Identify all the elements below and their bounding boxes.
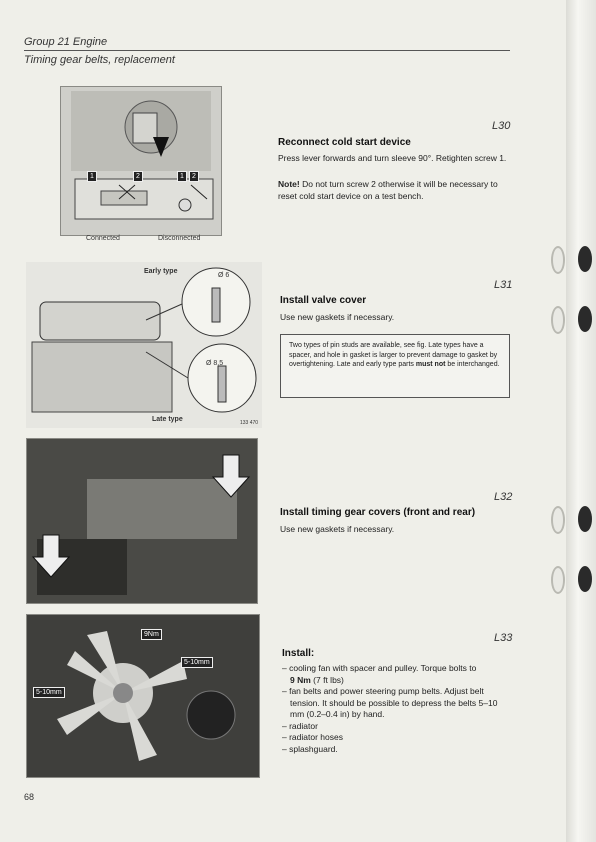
punch-hole [578,566,592,592]
page-number: 68 [24,792,35,802]
note-label: Note! [278,179,300,189]
punch-hole [578,246,592,272]
belt-tension-tag: 5-10mm [33,687,65,698]
note-tail: be interchanged. [447,361,500,368]
label-late-type: Late type [152,416,183,423]
step-ref-l30: L30 [492,120,511,132]
list-item: – radiator hoses [282,732,343,742]
timing-gear-covers-photo [26,438,258,604]
list-item: – fan belts and power steering pump belts. Adjust belt tension. It should be possible to depress the belts 5–10 mm (0.2–0.4 in) by hand. [282,686,498,719]
step-heading-l30: Reconnect cold start device [278,137,411,148]
callout-2: 2 [133,171,143,182]
step-body-l30: Press lever forwards and turn sleeve 90°. Retighten screw 1. [278,153,507,163]
pin-studs-note [280,334,510,398]
note-emphasis: must not [415,361,446,368]
note-text: Two types of pin studs are available, see fig. Late types have a spacer, and hole in gasket is larger to prevent damage to gasket by overtightening. Late and early type parts [289,342,498,368]
callout-1: 1 [87,171,97,182]
valve-cover-figure [26,262,262,428]
header-rule [24,50,510,51]
callout-1: 1 [177,171,187,182]
callout-2: 2 [189,171,199,182]
engine-photo-illustration [27,439,257,603]
section-title: Timing gear belts, replacement [24,54,175,66]
step-body-l31: Use new gaskets if necessary. [280,312,395,322]
step-body-l32: Use new gaskets if necessary. [280,524,395,534]
list-item: – radiator [282,720,318,731]
punch-hole-shadow [551,566,565,594]
list-item: – splashguard. [282,743,338,754]
step-ref-l32: L32 [494,491,513,503]
step-heading-l31: Install valve cover [280,295,367,306]
belt-tension-tag: 5-10mm [181,657,213,668]
cold-start-device-figure [60,86,222,236]
step-heading-l33: Install: [282,648,315,659]
punch-hole-shadow [551,306,565,334]
step-note-l30 [278,178,510,202]
torque-tag: 9Nm [141,629,162,640]
label-dia-6: Ø 6 [218,272,230,279]
figure-code: 133 470 [240,420,259,426]
caption-connected: Connected [86,235,120,242]
punch-hole-shadow [551,246,565,274]
section-group: Group 21 Engine [24,36,108,48]
cooling-fan-photo [26,614,260,778]
binder-edge [566,0,596,842]
label-dia-8-5: Ø 8,5 [206,360,224,367]
punch-hole [578,306,592,332]
cold-start-illustration [61,87,221,235]
caption-disconnected: Disconnected [158,235,201,242]
step-ref-l31: L31 [494,279,513,291]
step-heading-l32: Install timing gear covers (front and rear) [280,507,476,518]
note-text: Do not turn screw 2 otherwise it will be necessary to reset cold start device on a test bench. [278,179,498,201]
list-item: – cooling fan with spacer and pulley. Torque bolts to 9 Nm (7 ft lbs) [282,663,477,685]
step-ref-l33: L33 [494,632,513,644]
install-list [282,663,512,755]
punch-hole [578,506,592,532]
label-early-type: Early type [144,268,178,275]
valve-cover-illustration [26,262,262,428]
punch-hole-shadow [551,506,565,534]
